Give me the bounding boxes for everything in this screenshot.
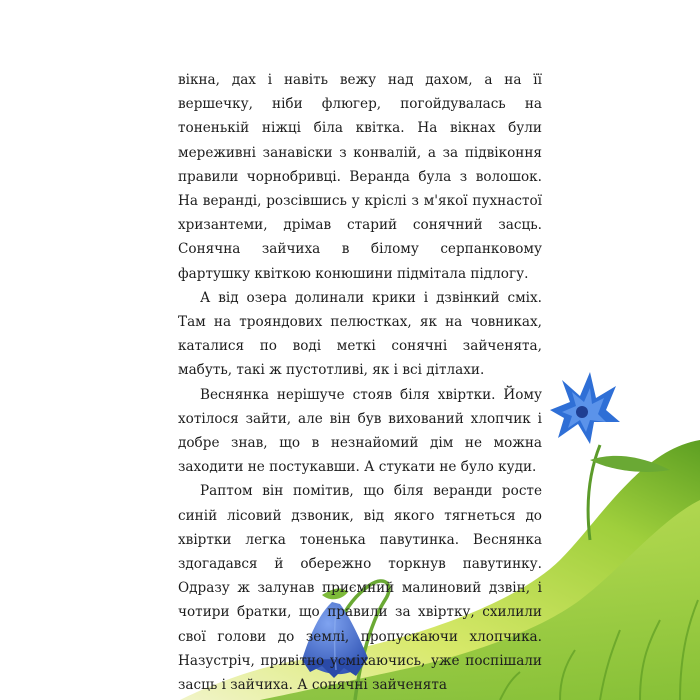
- paragraph-2: А від озера долинали крики і дзвінкий сміх. Там на трояндових пелюстках, як на човниках, каталися по воді меткі сонячні зайченята, мабуть, такі ж пустотливі, як і всі дітлахи.: [178, 289, 542, 379]
- paragraph-3: Веснянка нерішуче стояв біля хвіртки. Йому хотілося зайти, але він був вихований хлопчик і добре знав, що в незнайомий дім не можна заходити не постукавши. А стукати не було куди.: [178, 386, 542, 476]
- paragraph-1: вікна, дах і навіть вежу над дахом, а на її вершечку, ніби флюгер, погойдувалась на тоненькій ніжці біла квітка. На вікнах були мереживні занавіски з конвалій, а за підвіконня правили чорнобривці. Веранда була з волошок. На веранді, розсівшись у кріслі з м'якої пухнастої хризантеми, дрімав старий сонячний засць. Сонячна зайчиха в білому серпанковому фартушку квіткою конюшини підмітала підлогу.: [178, 72, 542, 282]
- paragraph-4: Раптом він помітив, що біля веранди росте синій лісовий дзвоник, від якого тягнеться до хвіртки легка тоненька павутинка. Веснянка здогадався й обережно торкнув павутинку. Одразу ж залунав приємний малиновий дзвін, і чотири братки, що правили за хвіртку, схилили свої голови до землі, пропускаючи хлопчика. Назустріч, привітно усміхаючись, уже поспішали засць і зайчиха. А сонячні зайченята: [178, 483, 542, 694]
- story-text: [178, 68, 542, 697]
